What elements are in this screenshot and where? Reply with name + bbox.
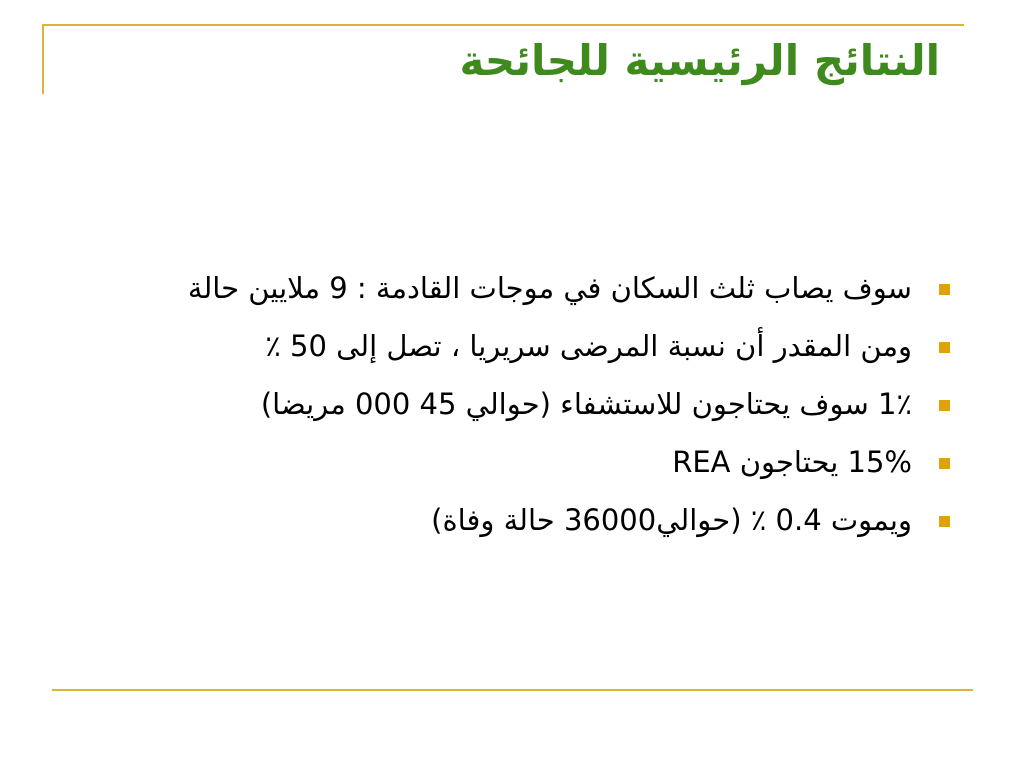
- bullet-square-icon: [939, 284, 950, 295]
- bullet-item: [124, 498, 954, 542]
- bullet-square-icon: [939, 458, 950, 469]
- slide-title: النتائج الرئيسية للجائحة: [459, 36, 940, 85]
- bullet-square-icon: [939, 516, 950, 527]
- frame-bottom-line: [52, 689, 973, 691]
- bullet-text: ومن المقدر أن نسبة المرضى سريريا ، تصل إلى 50 ٪: [265, 329, 912, 363]
- frame-top-line: [42, 24, 964, 26]
- bullet-text: 1٪ سوف يحتاجون للاستشفاء (حوالي 45 000 مريضا): [260, 387, 912, 421]
- bullet-item: [124, 266, 954, 310]
- bullet-text: 15% يحتاجون REA: [672, 445, 912, 479]
- bullet-list: [124, 266, 954, 556]
- bullet-item: [124, 382, 954, 426]
- bullet-square-icon: [939, 342, 950, 353]
- bullet-text: ويموت 0.4 ٪ (حوالي36000 حالة وفاة): [431, 503, 912, 537]
- bullet-item: [124, 324, 954, 368]
- frame-left-line: [42, 24, 44, 94]
- bullet-text: سوف يصاب ثلث السكان في موجات القادمة : 9 ملايين حالة: [187, 271, 912, 305]
- bullet-item: [124, 440, 954, 484]
- bullet-square-icon: [939, 400, 950, 411]
